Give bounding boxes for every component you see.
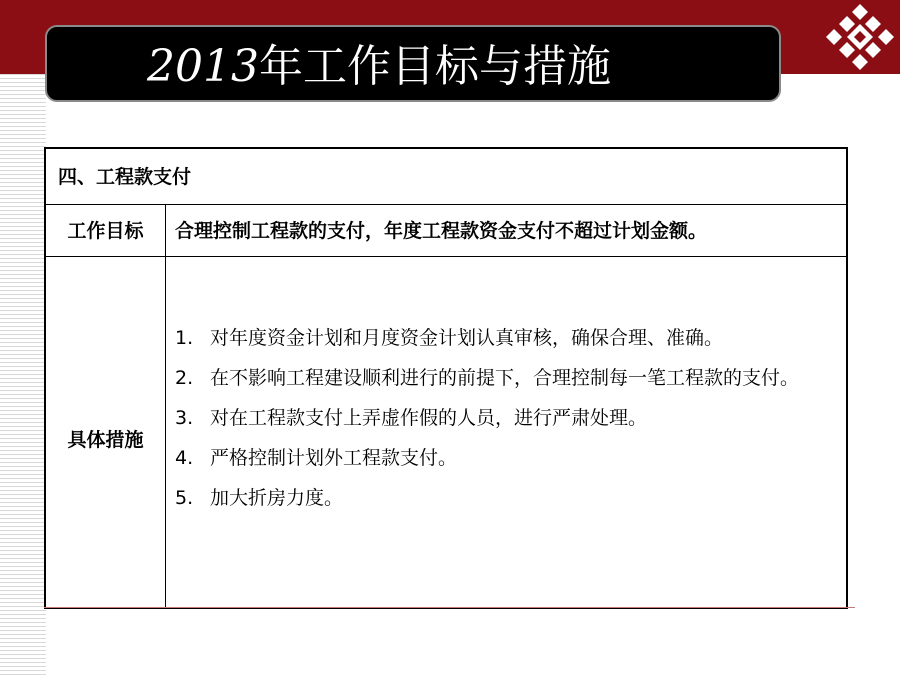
title-main: 年工作目标与措施 — [258, 41, 611, 92]
list-item — [166, 398, 836, 438]
work-plan-table — [44, 147, 848, 609]
slide-title — [147, 37, 611, 97]
measure-list — [166, 318, 836, 518]
goal-text: 合理控制工程款的支付，年度工程款资金支付不超过计划金额。 — [166, 205, 846, 257]
item-number: 3. — [175, 407, 194, 429]
section-heading: 四、工程款支付 — [46, 149, 846, 205]
list-item — [166, 478, 836, 518]
measures-body — [166, 257, 846, 607]
list-item — [166, 358, 836, 398]
goal-label: 工作目标 — [46, 205, 166, 257]
list-item — [166, 318, 836, 358]
list-item — [166, 438, 836, 478]
item-text: 对年度资金计划和月度资金计划认真审核，确保合理、准确。 — [210, 327, 724, 349]
company-logo-icon — [820, 0, 900, 74]
item-text: 严格控制计划外工程款支付。 — [210, 447, 458, 469]
measures-label: 具体措施 — [46, 257, 166, 607]
decorative-stripes — [0, 74, 46, 675]
item-number: 2. — [175, 367, 194, 389]
item-text: 加大折房力度。 — [210, 487, 344, 509]
item-number: 5. — [175, 487, 194, 509]
item-text: 对在工程款支付上弄虚作假的人员，进行严肃处理。 — [210, 407, 648, 429]
item-text: 在不影响工程建设顺利进行的前提下，合理控制每一笔工程款的支付。 — [210, 367, 800, 389]
item-number: 1. — [175, 327, 194, 349]
item-number: 4. — [175, 447, 194, 469]
title-year: 2013 — [147, 41, 259, 92]
footer-rule — [44, 607, 855, 608]
title-bar — [45, 25, 781, 102]
